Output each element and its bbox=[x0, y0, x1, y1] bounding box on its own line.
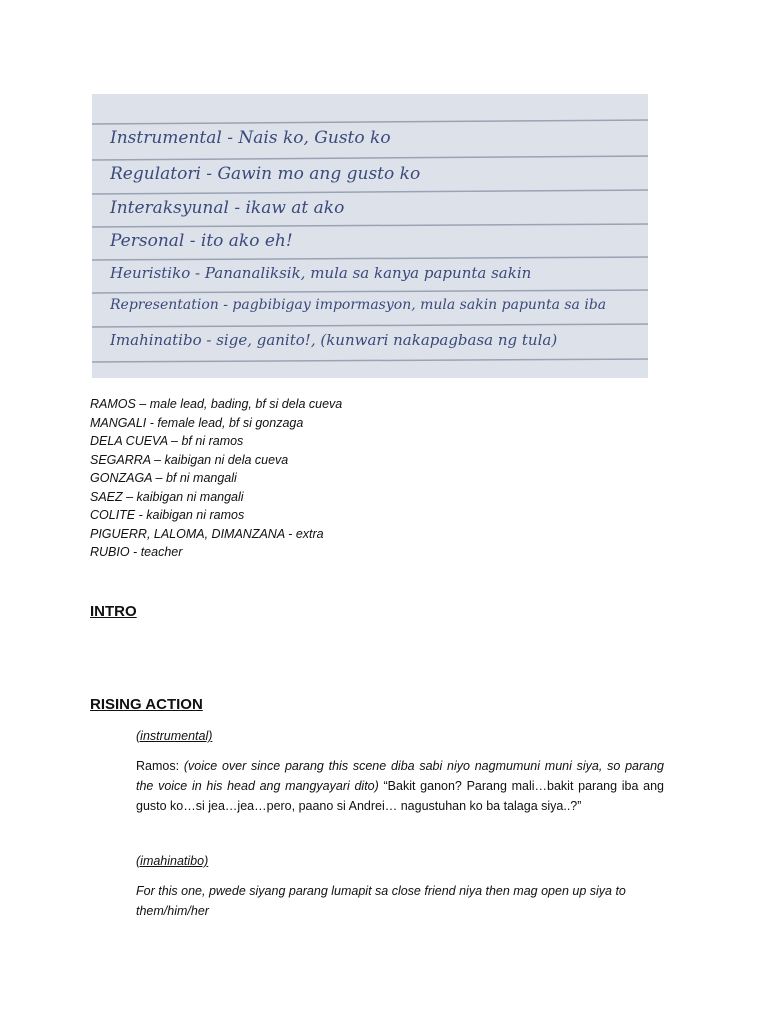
cast-item: RAMOS – male lead, bading, bf si dela cueva bbox=[90, 397, 343, 411]
intro-heading: INTRO bbox=[90, 603, 137, 620]
speaker-name: Ramos: bbox=[136, 759, 180, 773]
imahinatibo-note: For this one, pwede siyang parang lumapit sa close friend niya then mag open up siya to them/him/her bbox=[136, 884, 626, 918]
handwritten-line: Imahinatibo - sige, ganito!, (kunwari nakapagbasa ng tula) bbox=[110, 331, 558, 349]
cast-item: RUBIO - teacher bbox=[90, 545, 183, 559]
cast-item: GONZAGA – bf ni mangali bbox=[90, 471, 237, 485]
handwritten-line: Representation - pagbibigay impormasyon, mula sakin papunta sa iba bbox=[110, 297, 607, 313]
handwritten-line: Regulatori - Gawin mo ang gusto ko bbox=[110, 164, 421, 184]
cast-item: MANGALI - female lead, bf si gonzaga bbox=[90, 415, 304, 430]
handwritten-line: Instrumental - Nais ko, Gusto ko bbox=[110, 128, 391, 148]
handwritten-notes-photo bbox=[92, 94, 648, 378]
rising-action-heading: RISING ACTION bbox=[90, 696, 203, 713]
ramos-dialogue bbox=[136, 756, 664, 816]
handwritten-line: Heuristiko - Pananaliksik, mula sa kanya papunta sakin bbox=[110, 264, 532, 282]
cast-item: DELA CUEVA – bf ni ramos bbox=[90, 434, 244, 448]
stage-direction: (voice over since parang this scene diba sabi niyo nagmumuni muni siya, so parang the voice in his head ang mangyayari dito) bbox=[136, 759, 664, 793]
instrumental-label: (instrumental) bbox=[136, 729, 213, 743]
cast-item: SAEZ – kaibigan ni mangali bbox=[90, 489, 244, 504]
cast-item: COLITE - kaibigan ni ramos bbox=[90, 508, 245, 522]
imahinatibo-label: (imahinatibo) bbox=[136, 854, 209, 868]
dialogue-line: “Bakit ganon? Parang mali…bakit parang iba ang gusto ko…si jea…jea…pero, paano si Andrei… nagustuhan ko ba talaga siya..?” bbox=[136, 779, 664, 813]
handwritten-line: Personal - ito ako eh! bbox=[110, 231, 293, 251]
cast-list bbox=[90, 395, 510, 562]
cast-item: SEGARRA – kaibigan ni dela cueva bbox=[90, 452, 289, 467]
handwritten-line: Interaksyunal - ikaw at ako bbox=[110, 198, 345, 218]
cast-item: PIGUERR, LALOMA, DIMANZANA - extra bbox=[90, 526, 324, 541]
